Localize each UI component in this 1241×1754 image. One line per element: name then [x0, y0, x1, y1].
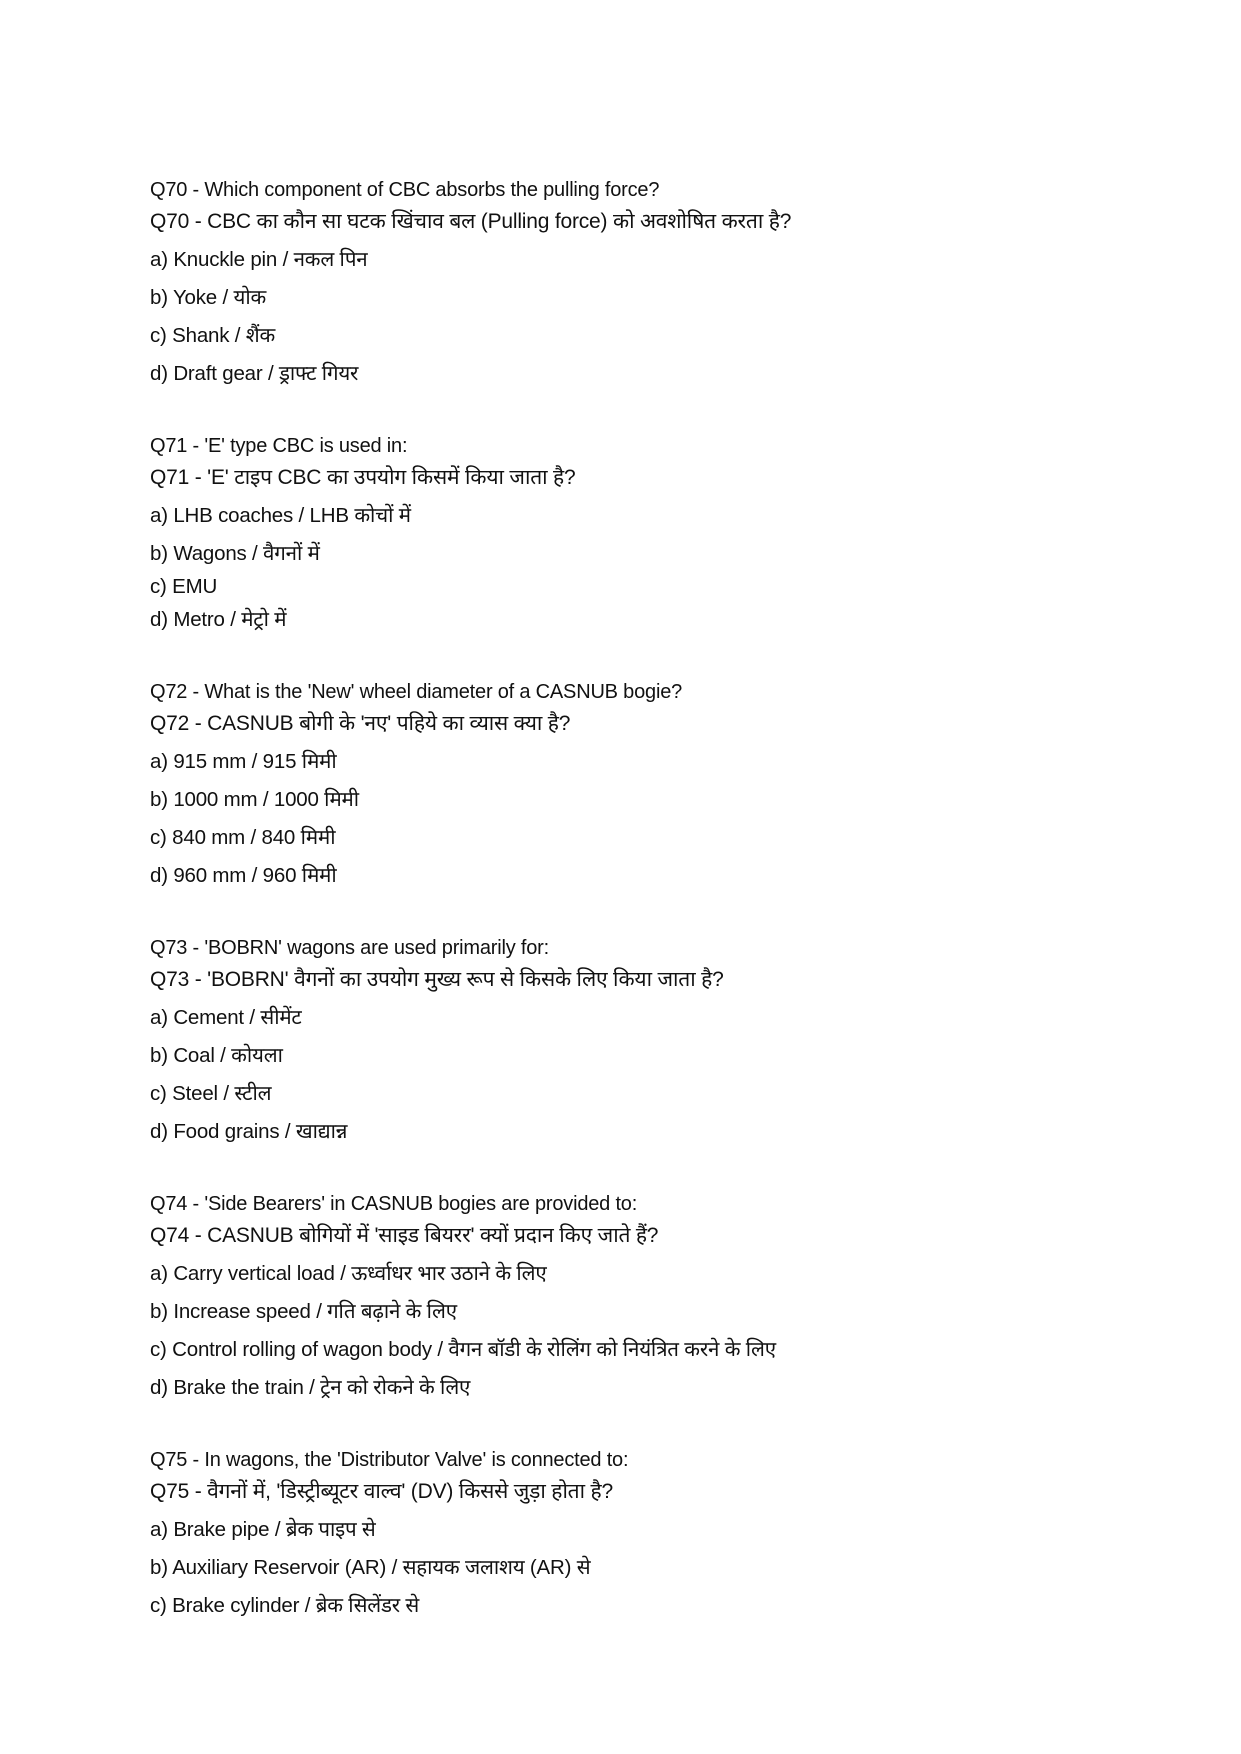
option-b: b) Auxiliary Reservoir (AR) / सहायक जलाशय (AR) से	[150, 1556, 591, 1579]
option-b: b) Yoke / योक	[150, 286, 267, 309]
option-a: a) Carry vertical load / ऊर्ध्वाधर भार उठाने के लिए	[150, 1262, 547, 1285]
question-text-hi: Q70 - CBC का कौन सा घटक खिंचाव बल (Pulling force) को अवशोषित करता है?	[150, 210, 792, 233]
question-text-hi: Q71 - 'E' टाइप CBC का उपयोग किसमें किया जाता है?	[150, 466, 576, 489]
option-c: c) Brake cylinder / ब्रेक सिलेंडर से	[150, 1594, 420, 1617]
question-text-hi: Q72 - CASNUB बोगी के 'नए' पहिये का व्यास क्या है?	[150, 712, 571, 735]
question-text-en: Q71 - 'E' type CBC is used in:	[150, 435, 408, 457]
option-d: d) 960 mm / 960 मिमी	[150, 864, 337, 887]
option-a: a) 915 mm / 915 मिमी	[150, 750, 337, 773]
option-b: b) Coal / कोयला	[150, 1044, 283, 1067]
question-text-hi: Q73 - 'BOBRN' वैगनों का उपयोग मुख्य रूप से किसके लिए किया जाता है?	[150, 968, 724, 991]
question-text-hi: Q75 - वैगनों में, 'डिस्ट्रीब्यूटर वाल्व' (DV) किससे जुड़ा होता है?	[150, 1480, 613, 1503]
document-page	[150, 178, 1130, 1666]
option-a: a) Cement / सीमेंट	[150, 1006, 302, 1029]
option-a: a) Brake pipe / ब्रेक पाइप से	[150, 1518, 376, 1541]
option-b: b) Wagons / वैगनों में	[150, 542, 320, 565]
question-q73	[150, 936, 1130, 1158]
question-q72	[150, 680, 1130, 902]
question-text-en: Q70 - Which component of CBC absorbs the pulling force?	[150, 179, 660, 201]
option-d: d) Metro / मेट्रो में	[150, 608, 287, 631]
question-text-en: Q72 - What is the 'New' wheel diameter of a CASNUB bogie?	[150, 681, 683, 703]
option-c: c) Steel / स्टील	[150, 1082, 272, 1105]
question-q74	[150, 1192, 1130, 1414]
question-q71	[150, 434, 1130, 646]
question-text-en: Q73 - 'BOBRN' wagons are used primarily for:	[150, 937, 549, 959]
option-d: d) Draft gear / ड्राफ्ट गियर	[150, 362, 359, 385]
question-text-en: Q74 - 'Side Bearers' in CASNUB bogies are provided to:	[150, 1193, 638, 1215]
option-b: b) Increase speed / गति बढ़ाने के लिए	[150, 1300, 457, 1323]
question-text-en: Q75 - In wagons, the 'Distributor Valve' is connected to:	[150, 1449, 629, 1471]
option-a: a) LHB coaches / LHB कोचों में	[150, 504, 411, 527]
question-q75	[150, 1448, 1130, 1632]
option-c: c) EMU	[150, 575, 218, 598]
option-b: b) 1000 mm / 1000 मिमी	[150, 788, 359, 811]
option-d: d) Brake the train / ट्रेन को रोकने के लिए	[150, 1376, 471, 1399]
option-c: c) Shank / शैंक	[150, 324, 276, 347]
question-text-hi: Q74 - CASNUB बोगियों में 'साइड बियरर' क्यों प्रदान किए जाते हैं?	[150, 1224, 659, 1247]
option-c: c) 840 mm / 840 मिमी	[150, 826, 336, 849]
option-d: d) Food grains / खाद्यान्न	[150, 1120, 348, 1143]
option-a: a) Knuckle pin / नकल पिन	[150, 248, 368, 271]
option-c: c) Control rolling of wagon body / वैगन बॉडी के रोलिंग को नियंत्रित करने के लिए	[150, 1338, 776, 1361]
question-q70	[150, 178, 1130, 400]
